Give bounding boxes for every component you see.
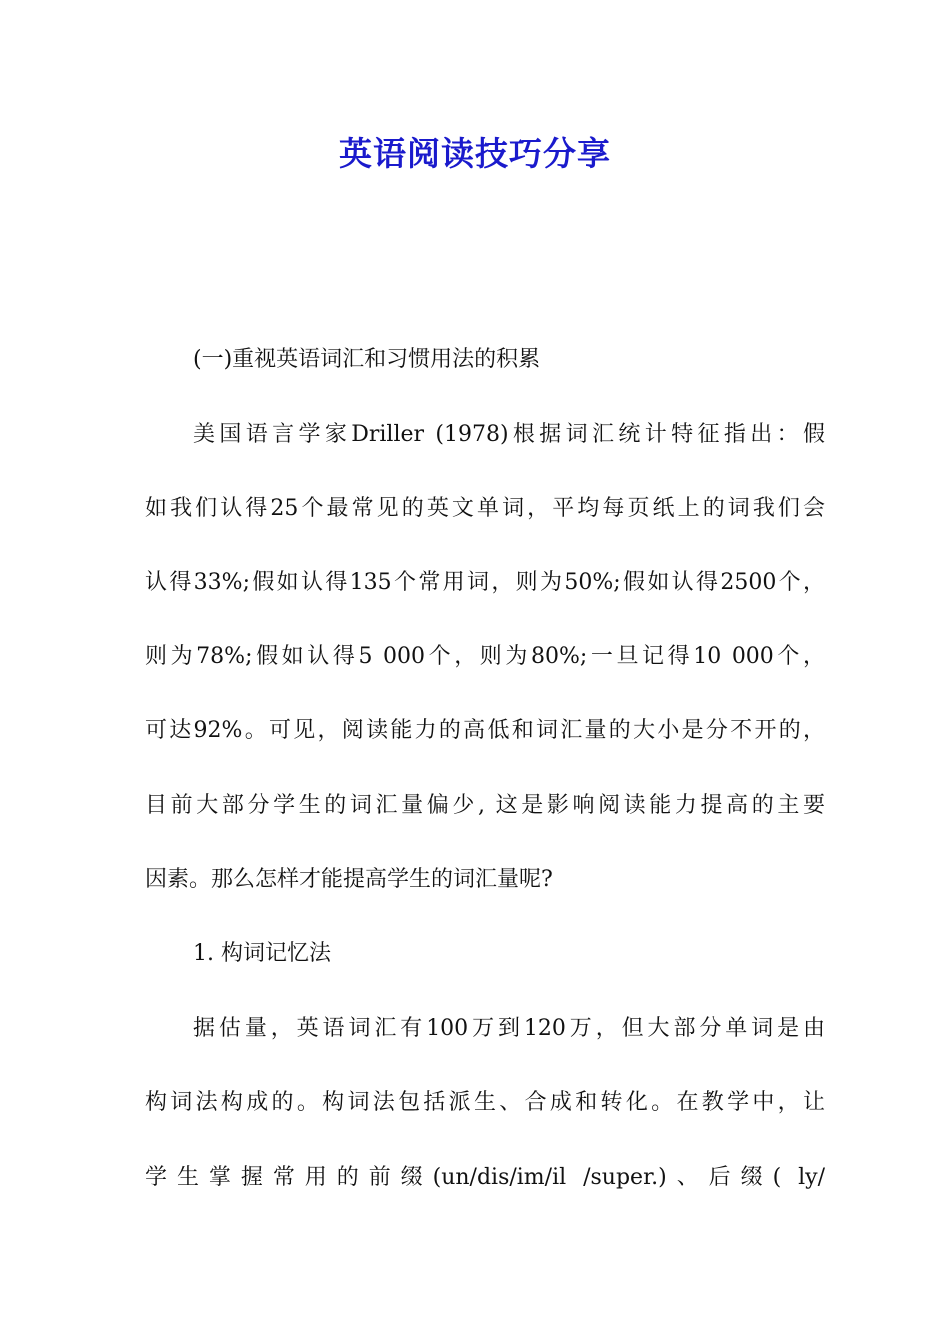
paragraph-line: 可达92%。可见，阅读能力的高低和词汇量的大小是分不开的， bbox=[145, 718, 825, 743]
paragraph-line: 据估量，英语词汇有100万到120万，但大部分单词是由 bbox=[193, 1016, 825, 1041]
document-title: 英语阅读技巧分享 bbox=[339, 134, 611, 173]
paragraph-line: 学生掌握常用的前缀(un/dis/im/il /super.)、后缀( ly/ bbox=[145, 1165, 825, 1190]
subsection-heading: 1. 构词记忆法 bbox=[193, 941, 331, 966]
paragraph-line: 目前大部分学生的词汇量偏少, 这是影响阅读能力提高的主要 bbox=[145, 793, 825, 818]
paragraph-line: 因素。那么怎样才能提高学生的词汇量呢? bbox=[145, 867, 553, 892]
paragraph-line: 则为78%;假如认得5 000个，则为80%;一旦记得10 000个， bbox=[145, 644, 825, 669]
section-heading: (一)重视英语词汇和习惯用法的积累 bbox=[193, 347, 541, 372]
paragraph-line: 构词法构成的。构词法包括派生、合成和转化。在教学中，让 bbox=[145, 1090, 825, 1115]
paragraph-line: 如我们认得25个最常见的英文单词，平均每页纸上的词我们会 bbox=[145, 496, 825, 521]
paragraph-line: 美国语言学家Driller (1978)根据词汇统计特征指出：假 bbox=[193, 422, 825, 447]
paragraph-line: 认得33%;假如认得135个常用词，则为50%;假如认得2500个， bbox=[145, 570, 825, 595]
